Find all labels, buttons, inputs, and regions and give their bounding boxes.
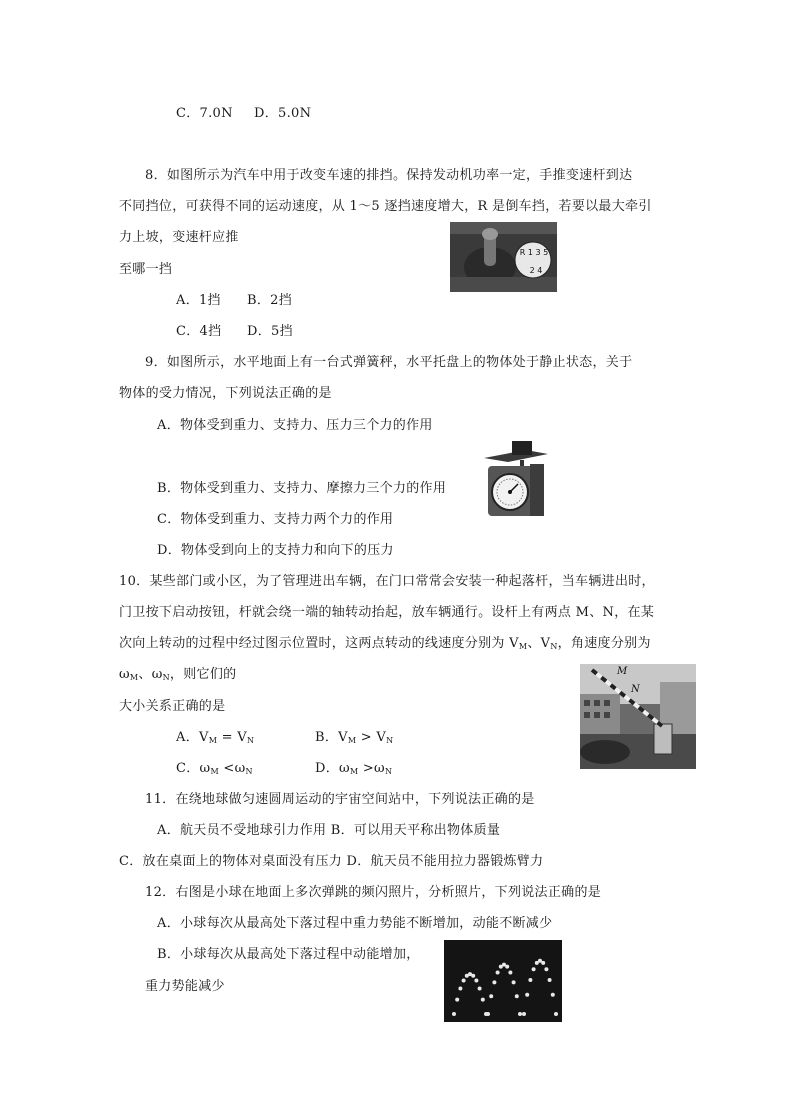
ball-flash (486, 1012, 490, 1016)
q11-options-ab: A．航天员不受地球引力作用 B．可以用天平称出物体质量 (157, 823, 501, 838)
ball-flash (474, 979, 478, 983)
q12-option-b-cont: 重力势能减少 (145, 979, 225, 994)
bouncing-ball-photo (444, 940, 562, 1022)
q8-stem-line4: 至哪一挡 (119, 262, 173, 277)
ball-flash (515, 994, 519, 998)
q10-stem-line2: 门卫按下启动按钮，杆就会绕一端的轴转动抬起，放车辆通行。设杆上有两点 M、N，在某 (119, 605, 655, 620)
ball-flash (455, 998, 459, 1002)
ball-flash (458, 987, 462, 991)
ball-flash (508, 971, 512, 975)
q9-stem-line2: 物体的受力情况，下列说法正确的是 (119, 386, 332, 401)
ball-flash (525, 993, 529, 997)
q8-stem-line1: 8．如图所示为汽车中用于改变车速的排挡。保持发动机功率一定，手推变速杆到达 (145, 168, 633, 183)
q10-stem-line5: 大小关系正确的是 (119, 699, 226, 714)
q11-stem: 11．在绕地球做匀速圆周运动的宇宙空间站中，下列说法正确的是 (145, 792, 535, 807)
q8-option-b: B．2挡 (247, 293, 293, 308)
ball-flash (505, 965, 509, 969)
q7-option-d: D．5.0N (254, 106, 312, 121)
ball-flash (471, 974, 475, 978)
ball-flash (478, 987, 482, 991)
q9-option-d: D．物体受到向上的支持力和向下的压力 (157, 543, 394, 558)
spring-scale-photo (478, 436, 553, 524)
q10-stem-line4: $\omega_M$、$\omega_N$，则它们的 (119, 667, 237, 682)
q8-stem-line2: 不同挡位，可获得不同的运动速度，从 1～5 逐挡速度增大，R 是倒车挡，若要以最大牵引 (119, 199, 652, 214)
ball-flash (512, 980, 516, 984)
ball-flash (522, 1012, 526, 1016)
gear-pattern-top: R 1 3 5 (519, 248, 549, 257)
ball-flash (452, 1012, 456, 1016)
q12-option-a: A．小球每次从最高处下落过程中重力势能不断增加，动能不断减少 (157, 916, 553, 931)
barrier-gate-photo (580, 664, 696, 769)
ball-flash (541, 961, 545, 965)
q9-option-b: B．物体受到重力、支持力、摩擦力三个力的作用 (157, 481, 447, 496)
q8-option-a: A．1挡 (176, 293, 221, 308)
ball-flash (496, 971, 500, 975)
point-n-label: N (631, 684, 640, 695)
q12-stem: 12．右图是小球在地面上多次弹跳的频闪照片，分析照片，下列说法正确的是 (145, 885, 602, 900)
ball-flash (528, 978, 532, 982)
ball-flash (554, 1012, 558, 1016)
ball-flash (548, 978, 552, 982)
q8-option-d: D．5挡 (247, 324, 293, 339)
ball-flash (481, 998, 485, 1002)
q10-option-c: C．$\omega_M <\omega_N$ (176, 761, 253, 776)
q11-options-cd: C．放在桌面上的物体对桌面没有压力 D．航天员不能用拉力器锻炼臂力 (119, 854, 544, 869)
q12-option-b: B．小球每次从最高处下落过程中动能增加， (157, 947, 420, 962)
ball-flash (492, 980, 496, 984)
q9-stem-line1: 9．如图所示，水平地面上有一台式弹簧秤，水平托盘上的物体处于静止状态，关于 (145, 355, 633, 370)
q10-stem-line3: 次向上转动的过程中经过图示位置时，这两点转动的线速度分别为 $V_M$、$V_N$，角速度分别为 (119, 636, 651, 651)
q10-option-d: D．$\omega_M >\omega_N$ (315, 761, 393, 776)
ball-flash (551, 993, 555, 997)
gear-pattern-bottom: 2 4 (529, 266, 543, 275)
ball-flash (532, 967, 536, 971)
ball-flash (544, 967, 548, 971)
gear-shift-photo (450, 222, 557, 292)
ball-flash (518, 1012, 522, 1016)
q10-option-b: B．$V_M > V_N$ (315, 730, 394, 745)
q7-option-c: C．7.0N (176, 106, 233, 121)
ball-flash (462, 979, 466, 983)
q8-stem-line3: 力上坡，变速杆应推 (119, 230, 239, 245)
q8-option-c: C．4挡 (176, 324, 222, 339)
point-m-label: M (617, 666, 628, 677)
q9-option-a: A．物体受到重力、支持力、压力三个力的作用 (157, 418, 433, 433)
q10-stem-line1: 10．某些部门或小区，为了管理进出车辆，在门口常常会安装一种起落杆，当车辆进出时， (119, 574, 655, 589)
ball-flash (489, 994, 493, 998)
q9-option-c: C．物体受到重力、支持力两个力的作用 (157, 512, 394, 527)
q10-option-a: A．$V_M = V_N$ (176, 730, 255, 745)
